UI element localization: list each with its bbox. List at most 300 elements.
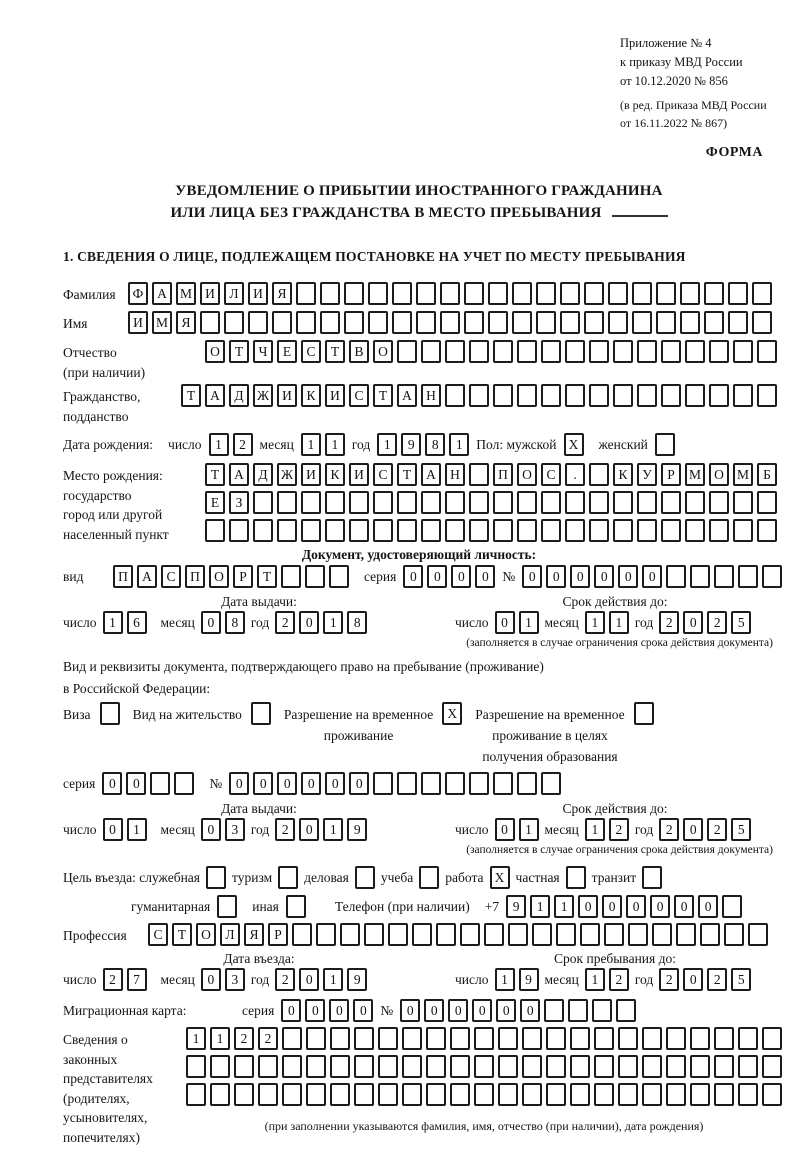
doc-series-cell[interactable]: 0 [475, 565, 495, 588]
date-cell[interactable]: 0 [201, 818, 221, 841]
phone-cell[interactable]: 1 [530, 895, 550, 918]
date-cell[interactable]: 0 [299, 611, 319, 634]
representative-cell[interactable] [762, 1055, 782, 1078]
birth-place-cell[interactable] [733, 491, 753, 514]
representative-cell[interactable] [570, 1027, 590, 1050]
date-cell[interactable]: 0 [299, 818, 319, 841]
date-cell[interactable]: 1 [323, 611, 343, 634]
representative-cell[interactable] [738, 1055, 758, 1078]
phone-cell[interactable]: 0 [602, 895, 622, 918]
representative-cell[interactable] [402, 1083, 422, 1106]
birth-place-cell[interactable] [253, 519, 273, 542]
citizenship-cell[interactable] [709, 384, 729, 407]
name-cell[interactable] [392, 311, 412, 334]
birth-place-cell[interactable]: О [517, 463, 537, 486]
date-cell[interactable]: 3 [225, 818, 245, 841]
date-cell[interactable]: 1 [585, 968, 605, 991]
surname-cell[interactable] [440, 282, 460, 305]
date-cell[interactable]: 9 [347, 968, 367, 991]
birth-place-cell[interactable] [757, 519, 777, 542]
res-number-cell[interactable]: 0 [301, 772, 321, 795]
profession-cell[interactable] [532, 923, 552, 946]
date-cell[interactable]: 8 [225, 611, 245, 634]
profession-cell[interactable] [412, 923, 432, 946]
representative-cell[interactable]: 1 [210, 1027, 230, 1050]
profession-cell[interactable] [316, 923, 336, 946]
birth-place-cell[interactable] [325, 491, 345, 514]
representative-cell[interactable] [666, 1055, 686, 1078]
birth-place-cell[interactable] [349, 519, 369, 542]
surname-cell[interactable] [344, 282, 364, 305]
representative-cell[interactable] [354, 1055, 374, 1078]
name-cell[interactable] [272, 311, 292, 334]
date-cell[interactable]: 2 [659, 611, 679, 634]
name-cell[interactable] [440, 311, 460, 334]
profession-cell[interactable] [604, 923, 624, 946]
representative-cell[interactable] [354, 1027, 374, 1050]
surname-cell[interactable]: И [200, 282, 220, 305]
birth-year-cell[interactable]: 8 [425, 433, 445, 456]
citizenship-cell[interactable] [661, 384, 681, 407]
date-cell[interactable]: 0 [683, 611, 703, 634]
surname-cell[interactable]: А [152, 282, 172, 305]
date-cell[interactable]: 2 [275, 611, 295, 634]
name-cell[interactable] [368, 311, 388, 334]
profession-cell[interactable] [556, 923, 576, 946]
representative-cell[interactable] [570, 1083, 590, 1106]
representative-cell[interactable] [714, 1083, 734, 1106]
doc-series-cell[interactable]: 0 [403, 565, 423, 588]
patronymic-cell[interactable]: Ч [253, 340, 273, 363]
representative-cell[interactable] [210, 1083, 230, 1106]
birth-place-cell[interactable] [565, 519, 585, 542]
date-cell[interactable]: 2 [609, 818, 629, 841]
birth-place-cell[interactable] [421, 519, 441, 542]
date-cell[interactable]: 1 [127, 818, 147, 841]
representative-cell[interactable] [330, 1055, 350, 1078]
representative-cell[interactable] [450, 1055, 470, 1078]
representative-cell[interactable] [714, 1055, 734, 1078]
date-cell[interactable]: 2 [707, 611, 727, 634]
name-cell[interactable] [416, 311, 436, 334]
surname-cell[interactable] [680, 282, 700, 305]
birth-place-cell[interactable]: К [325, 463, 345, 486]
doc-number-cell[interactable] [690, 565, 710, 588]
name-cell[interactable] [512, 311, 532, 334]
birth-place-cell[interactable] [277, 491, 297, 514]
representative-cell[interactable]: 2 [234, 1027, 254, 1050]
representative-cell[interactable] [546, 1055, 566, 1078]
citizenship-cell[interactable] [613, 384, 633, 407]
profession-cell[interactable]: О [196, 923, 216, 946]
name-cell[interactable] [728, 311, 748, 334]
doc-type-cell[interactable]: А [137, 565, 157, 588]
phone-cell[interactable]: 0 [698, 895, 718, 918]
date-cell[interactable]: 2 [659, 968, 679, 991]
citizenship-cell[interactable]: А [205, 384, 225, 407]
representative-cell[interactable] [450, 1027, 470, 1050]
profession-cell[interactable] [676, 923, 696, 946]
profession-cell[interactable] [340, 923, 360, 946]
citizenship-cell[interactable]: Н [421, 384, 441, 407]
representative-cell[interactable] [474, 1083, 494, 1106]
birth-place-cell[interactable] [373, 519, 393, 542]
residence-permit-checkbox[interactable] [251, 702, 271, 725]
representative-cell[interactable] [330, 1027, 350, 1050]
date-cell[interactable]: 1 [103, 611, 123, 634]
surname-cell[interactable] [512, 282, 532, 305]
representative-cell[interactable] [474, 1055, 494, 1078]
migration-number-cell[interactable] [616, 999, 636, 1022]
res-series-cell[interactable]: 0 [126, 772, 146, 795]
surname-cell[interactable] [536, 282, 556, 305]
surname-cell[interactable]: И [248, 282, 268, 305]
birth-place-cell[interactable] [565, 491, 585, 514]
doc-number-cell[interactable]: 0 [570, 565, 590, 588]
birth-place-cell[interactable] [685, 519, 705, 542]
birth-place-cell[interactable]: А [421, 463, 441, 486]
date-cell[interactable]: 5 [731, 818, 751, 841]
profession-cell[interactable] [580, 923, 600, 946]
phone-cell[interactable]: 9 [506, 895, 526, 918]
patronymic-cell[interactable]: Т [325, 340, 345, 363]
official-checkbox[interactable] [206, 866, 226, 889]
citizenship-cell[interactable]: Д [229, 384, 249, 407]
birth-place-cell[interactable]: Н [445, 463, 465, 486]
name-cell[interactable] [200, 311, 220, 334]
other-checkbox[interactable] [286, 895, 306, 918]
res-number-cell[interactable]: 0 [277, 772, 297, 795]
surname-cell[interactable] [368, 282, 388, 305]
profession-cell[interactable] [748, 923, 768, 946]
migration-number-cell[interactable]: 0 [520, 999, 540, 1022]
surname-cell[interactable] [632, 282, 652, 305]
patronymic-cell[interactable] [397, 340, 417, 363]
name-cell[interactable] [680, 311, 700, 334]
profession-cell[interactable] [724, 923, 744, 946]
tourism-checkbox[interactable] [278, 866, 298, 889]
birth-place-cell[interactable] [589, 491, 609, 514]
birth-place-cell[interactable]: С [541, 463, 561, 486]
birth-place-cell[interactable]: . [565, 463, 585, 486]
profession-cell[interactable] [292, 923, 312, 946]
res-number-cell[interactable] [541, 772, 561, 795]
birth-place-cell[interactable]: Р [661, 463, 681, 486]
migration-number-cell[interactable] [544, 999, 564, 1022]
representative-cell[interactable] [570, 1055, 590, 1078]
birth-place-cell[interactable] [517, 491, 537, 514]
surname-cell[interactable] [560, 282, 580, 305]
patronymic-cell[interactable] [661, 340, 681, 363]
date-cell[interactable]: 2 [707, 818, 727, 841]
birth-place-cell[interactable] [469, 463, 489, 486]
representative-cell[interactable]: 1 [186, 1027, 206, 1050]
representative-cell[interactable] [618, 1055, 638, 1078]
name-cell[interactable] [656, 311, 676, 334]
birth-place-cell[interactable] [229, 519, 249, 542]
birth-place-cell[interactable] [613, 519, 633, 542]
profession-cell[interactable] [436, 923, 456, 946]
birth-place-cell[interactable] [589, 519, 609, 542]
birth-place-cell[interactable]: О [709, 463, 729, 486]
birth-place-cell[interactable]: Б [757, 463, 777, 486]
birth-place-cell[interactable] [205, 519, 225, 542]
doc-type-cell[interactable]: С [161, 565, 181, 588]
representative-cell[interactable]: 2 [258, 1027, 278, 1050]
representative-cell[interactable] [378, 1055, 398, 1078]
res-number-cell[interactable]: 0 [253, 772, 273, 795]
res-series-cell[interactable] [150, 772, 170, 795]
patronymic-cell[interactable]: О [373, 340, 393, 363]
doc-number-cell[interactable] [762, 565, 782, 588]
birth-place-cell[interactable]: К [613, 463, 633, 486]
representative-cell[interactable] [330, 1083, 350, 1106]
representative-cell[interactable] [210, 1055, 230, 1078]
birth-place-cell[interactable] [541, 519, 561, 542]
birth-place-cell[interactable]: Ж [277, 463, 297, 486]
phone-cell[interactable]: 1 [554, 895, 574, 918]
business-checkbox[interactable] [355, 866, 375, 889]
surname-cell[interactable] [296, 282, 316, 305]
name-cell[interactable] [752, 311, 772, 334]
representative-cell[interactable] [306, 1055, 326, 1078]
res-number-cell[interactable]: 0 [325, 772, 345, 795]
birth-place-cell[interactable] [637, 491, 657, 514]
representative-cell[interactable] [258, 1083, 278, 1106]
citizenship-cell[interactable] [469, 384, 489, 407]
birth-place-cell[interactable] [445, 519, 465, 542]
patronymic-cell[interactable]: В [349, 340, 369, 363]
patronymic-cell[interactable] [469, 340, 489, 363]
representative-cell[interactable] [186, 1055, 206, 1078]
date-cell[interactable]: 1 [495, 968, 515, 991]
migration-number-cell[interactable]: 0 [448, 999, 468, 1022]
date-cell[interactable]: 1 [585, 611, 605, 634]
representative-cell[interactable] [594, 1055, 614, 1078]
representative-cell[interactable] [522, 1083, 542, 1106]
birth-place-cell[interactable] [541, 491, 561, 514]
name-cell[interactable] [464, 311, 484, 334]
date-cell[interactable]: 2 [275, 818, 295, 841]
birth-place-cell[interactable] [445, 491, 465, 514]
profession-cell[interactable] [364, 923, 384, 946]
visa-checkbox[interactable] [100, 702, 120, 725]
citizenship-cell[interactable] [685, 384, 705, 407]
citizenship-cell[interactable] [565, 384, 585, 407]
name-cell[interactable]: М [152, 311, 172, 334]
name-cell[interactable] [704, 311, 724, 334]
representative-cell[interactable] [258, 1055, 278, 1078]
representative-cell[interactable] [306, 1027, 326, 1050]
representative-cell[interactable] [522, 1055, 542, 1078]
birth-place-cell[interactable] [613, 491, 633, 514]
citizenship-cell[interactable]: И [325, 384, 345, 407]
profession-cell[interactable] [700, 923, 720, 946]
res-number-cell[interactable]: 0 [349, 772, 369, 795]
citizenship-cell[interactable]: Т [373, 384, 393, 407]
male-checkbox[interactable]: X [564, 433, 584, 456]
representative-cell[interactable] [234, 1055, 254, 1078]
res-number-cell[interactable] [397, 772, 417, 795]
representative-cell[interactable] [498, 1027, 518, 1050]
name-cell[interactable] [224, 311, 244, 334]
representative-cell[interactable] [498, 1083, 518, 1106]
doc-number-cell[interactable]: 0 [642, 565, 662, 588]
doc-number-cell[interactable] [738, 565, 758, 588]
representative-cell[interactable] [522, 1027, 542, 1050]
surname-cell[interactable] [488, 282, 508, 305]
date-cell[interactable]: 0 [495, 818, 515, 841]
phone-cell[interactable]: 0 [674, 895, 694, 918]
birth-place-cell[interactable] [661, 491, 681, 514]
representative-cell[interactable] [762, 1027, 782, 1050]
surname-cell[interactable] [728, 282, 748, 305]
surname-cell[interactable] [464, 282, 484, 305]
surname-cell[interactable]: Я [272, 282, 292, 305]
migration-series-cell[interactable]: 0 [329, 999, 349, 1022]
surname-cell[interactable] [656, 282, 676, 305]
date-cell[interactable]: 1 [323, 818, 343, 841]
citizenship-cell[interactable] [493, 384, 513, 407]
migration-number-cell[interactable] [592, 999, 612, 1022]
date-cell[interactable]: 1 [585, 818, 605, 841]
name-cell[interactable] [536, 311, 556, 334]
date-cell[interactable]: 0 [299, 968, 319, 991]
name-cell[interactable]: Я [176, 311, 196, 334]
doc-number-cell[interactable]: 0 [522, 565, 542, 588]
birth-place-cell[interactable] [493, 491, 513, 514]
birth-place-cell[interactable] [469, 491, 489, 514]
phone-cell[interactable]: 0 [650, 895, 670, 918]
surname-cell[interactable] [320, 282, 340, 305]
representative-cell[interactable] [738, 1083, 758, 1106]
representative-cell[interactable] [546, 1083, 566, 1106]
citizenship-cell[interactable]: Т [181, 384, 201, 407]
doc-number-cell[interactable] [666, 565, 686, 588]
surname-cell[interactable]: Л [224, 282, 244, 305]
date-cell[interactable]: 1 [519, 818, 539, 841]
profession-cell[interactable] [388, 923, 408, 946]
date-cell[interactable]: 1 [323, 968, 343, 991]
profession-cell[interactable] [652, 923, 672, 946]
transit-checkbox[interactable] [642, 866, 662, 889]
doc-series-cell[interactable]: 0 [427, 565, 447, 588]
patronymic-cell[interactable] [709, 340, 729, 363]
humanitarian-checkbox[interactable] [217, 895, 237, 918]
migration-series-cell[interactable]: 0 [353, 999, 373, 1022]
birth-day-cell[interactable]: 1 [209, 433, 229, 456]
birth-place-cell[interactable] [469, 519, 489, 542]
res-number-cell[interactable] [517, 772, 537, 795]
citizenship-cell[interactable] [517, 384, 537, 407]
profession-cell[interactable]: С [148, 923, 168, 946]
representative-cell[interactable] [618, 1083, 638, 1106]
birth-place-cell[interactable]: З [229, 491, 249, 514]
patronymic-cell[interactable] [565, 340, 585, 363]
birth-place-cell[interactable] [397, 491, 417, 514]
name-cell[interactable] [632, 311, 652, 334]
birth-year-cell[interactable]: 9 [401, 433, 421, 456]
patronymic-cell[interactable] [445, 340, 465, 363]
date-cell[interactable]: 1 [519, 611, 539, 634]
representative-cell[interactable] [642, 1055, 662, 1078]
doc-type-cell[interactable]: П [185, 565, 205, 588]
surname-cell[interactable]: Ф [128, 282, 148, 305]
surname-cell[interactable] [584, 282, 604, 305]
birth-place-cell[interactable] [301, 491, 321, 514]
name-cell[interactable] [584, 311, 604, 334]
date-cell[interactable]: 8 [347, 611, 367, 634]
birth-place-cell[interactable] [301, 519, 321, 542]
representative-cell[interactable] [378, 1027, 398, 1050]
date-cell[interactable]: 0 [103, 818, 123, 841]
representative-cell[interactable] [306, 1083, 326, 1106]
migration-number-cell[interactable]: 0 [472, 999, 492, 1022]
representative-cell[interactable] [282, 1055, 302, 1078]
res-number-cell[interactable] [469, 772, 489, 795]
profession-cell[interactable]: Я [244, 923, 264, 946]
patronymic-cell[interactable]: С [301, 340, 321, 363]
migration-series-cell[interactable]: 0 [305, 999, 325, 1022]
birth-place-cell[interactable] [685, 491, 705, 514]
patronymic-cell[interactable] [541, 340, 561, 363]
doc-type-cell[interactable]: О [209, 565, 229, 588]
name-cell[interactable] [488, 311, 508, 334]
doc-type-cell[interactable]: Т [257, 565, 277, 588]
female-checkbox[interactable] [655, 433, 675, 456]
profession-cell[interactable] [508, 923, 528, 946]
birth-place-cell[interactable]: Т [205, 463, 225, 486]
representative-cell[interactable] [378, 1083, 398, 1106]
representative-cell[interactable] [690, 1055, 710, 1078]
representative-cell[interactable] [186, 1083, 206, 1106]
date-cell[interactable]: 9 [519, 968, 539, 991]
migration-number-cell[interactable]: 0 [400, 999, 420, 1022]
res-number-cell[interactable] [373, 772, 393, 795]
birth-year-cell[interactable]: 1 [377, 433, 397, 456]
birth-place-cell[interactable] [661, 519, 681, 542]
date-cell[interactable]: 2 [275, 968, 295, 991]
representative-cell[interactable] [618, 1027, 638, 1050]
date-cell[interactable]: 3 [225, 968, 245, 991]
birth-place-cell[interactable]: М [733, 463, 753, 486]
representative-cell[interactable] [642, 1083, 662, 1106]
representative-cell[interactable] [642, 1027, 662, 1050]
doc-series-cell[interactable]: 0 [451, 565, 471, 588]
birth-month-cell[interactable]: 1 [301, 433, 321, 456]
birth-place-cell[interactable]: А [229, 463, 249, 486]
citizenship-cell[interactable] [541, 384, 561, 407]
res-number-cell[interactable] [493, 772, 513, 795]
citizenship-cell[interactable] [757, 384, 777, 407]
name-cell[interactable] [320, 311, 340, 334]
patronymic-cell[interactable] [637, 340, 657, 363]
patronymic-cell[interactable]: Е [277, 340, 297, 363]
representative-cell[interactable] [426, 1083, 446, 1106]
doc-number-cell[interactable]: 0 [618, 565, 638, 588]
profession-cell[interactable]: Р [268, 923, 288, 946]
res-series-cell[interactable] [174, 772, 194, 795]
representative-cell[interactable] [738, 1027, 758, 1050]
date-cell[interactable]: 0 [683, 968, 703, 991]
patronymic-cell[interactable] [589, 340, 609, 363]
date-cell[interactable]: 1 [609, 611, 629, 634]
citizenship-cell[interactable] [637, 384, 657, 407]
birth-place-cell[interactable] [253, 491, 273, 514]
phone-cell[interactable]: 0 [626, 895, 646, 918]
representative-cell[interactable] [474, 1027, 494, 1050]
temp-residence-edu-checkbox[interactable] [634, 702, 654, 725]
